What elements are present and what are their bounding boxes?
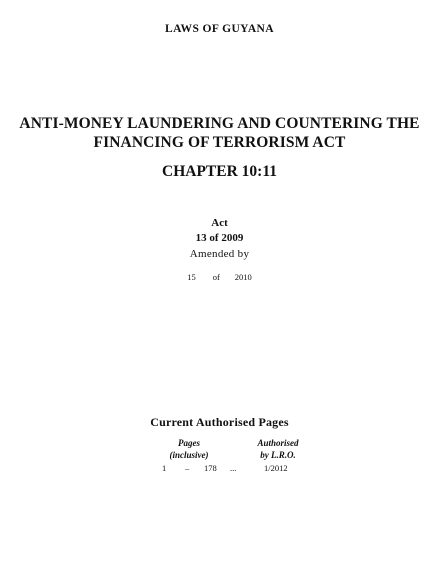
page-range-end: 178 <box>204 463 217 473</box>
act-title-line-1: ANTI-MONEY LAUNDERING AND COUNTERING THE <box>19 115 420 132</box>
table-row <box>0 463 439 475</box>
leader-dots: ... <box>230 463 237 473</box>
amended-by-label: Amended by <box>189 248 250 260</box>
page-range-start: 1 <box>162 463 167 473</box>
authorised-pages-heading: Current Authorised Pages <box>150 415 289 429</box>
act-title-line-2: FINANCING OF TERRORISM ACT <box>93 134 346 151</box>
act-title <box>0 114 439 152</box>
authorised-column-header <box>248 437 308 461</box>
act-number: 13 of 2009 <box>195 232 244 244</box>
page-range-dash: – <box>185 463 190 473</box>
authorised-column-header-line-1: Authorised <box>257 438 299 448</box>
pages-column-header-line-1: Pages <box>178 438 200 448</box>
act-label: Act <box>211 217 228 229</box>
authorised-column-header-line-2: by L.R.O. <box>260 450 296 460</box>
amendment-year: 2010 <box>234 272 252 282</box>
pages-column-header-line-2: (inclusive) <box>169 450 209 460</box>
authorised-value: 1/2012 <box>264 463 288 473</box>
running-header: LAWS OF GUYANA <box>165 23 274 35</box>
amendment-number: 15 <box>187 272 196 282</box>
chapter-number: CHAPTER 10:11 <box>162 163 277 180</box>
amendment-row <box>0 272 439 282</box>
amendment-of: of <box>212 272 220 282</box>
pages-column-header <box>163 437 215 461</box>
